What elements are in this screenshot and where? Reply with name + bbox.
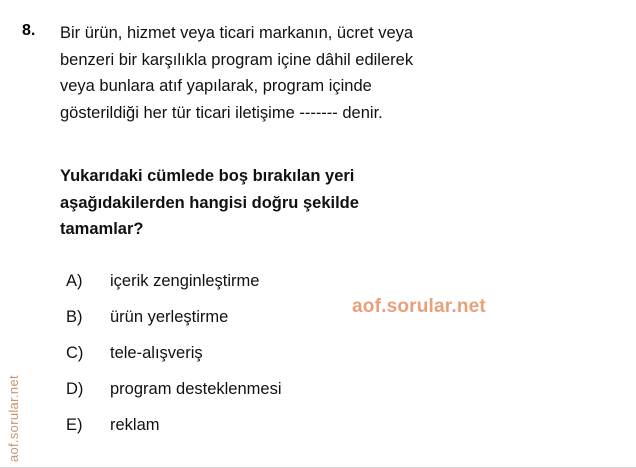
question-stem-line: benzeri bir karşılıkla program içine dâhil edilerek	[60, 50, 414, 69]
option-a[interactable]	[66, 272, 606, 308]
question-number: 8.	[22, 22, 36, 39]
option-d[interactable]	[66, 380, 606, 416]
option-letter: A)	[66, 272, 83, 290]
answer-options	[66, 272, 606, 452]
option-text: tele-alışveriş	[110, 344, 203, 362]
question-stem-line: veya bunlara atıf yapılarak, program içinde	[60, 77, 372, 96]
center-watermark: aof.sorular.net	[352, 296, 486, 317]
question-prompt-line: Yukarıdaki cümlede boş bırakılan yeri	[60, 167, 355, 185]
option-text: program desteklenmesi	[110, 380, 282, 398]
option-c[interactable]	[66, 344, 606, 380]
question-prompt-line: aşağıdakilerden hangisi doğru şekilde	[60, 193, 359, 212]
option-text: içerik zenginleştirme	[110, 272, 260, 290]
option-text: ürün yerleştirme	[110, 308, 229, 326]
option-letter: C)	[66, 344, 84, 362]
question-prompt-line: tamamlar?	[60, 220, 144, 239]
option-e[interactable]	[66, 416, 606, 452]
option-letter: B)	[66, 308, 83, 326]
question-stem-line: gösterildiği her tür ticari iletişime ------- denir.	[60, 104, 383, 123]
question-stem	[60, 20, 612, 127]
side-watermark: aof.sorular.net	[6, 375, 21, 462]
question-stem-line: Bir ürün, hizmet veya ticari markanın, ücret veya	[60, 24, 414, 42]
option-b[interactable]	[66, 308, 606, 344]
option-letter: D)	[66, 380, 84, 398]
option-text: reklam	[110, 416, 160, 434]
question-prompt	[60, 163, 612, 243]
option-letter: E)	[66, 416, 83, 434]
